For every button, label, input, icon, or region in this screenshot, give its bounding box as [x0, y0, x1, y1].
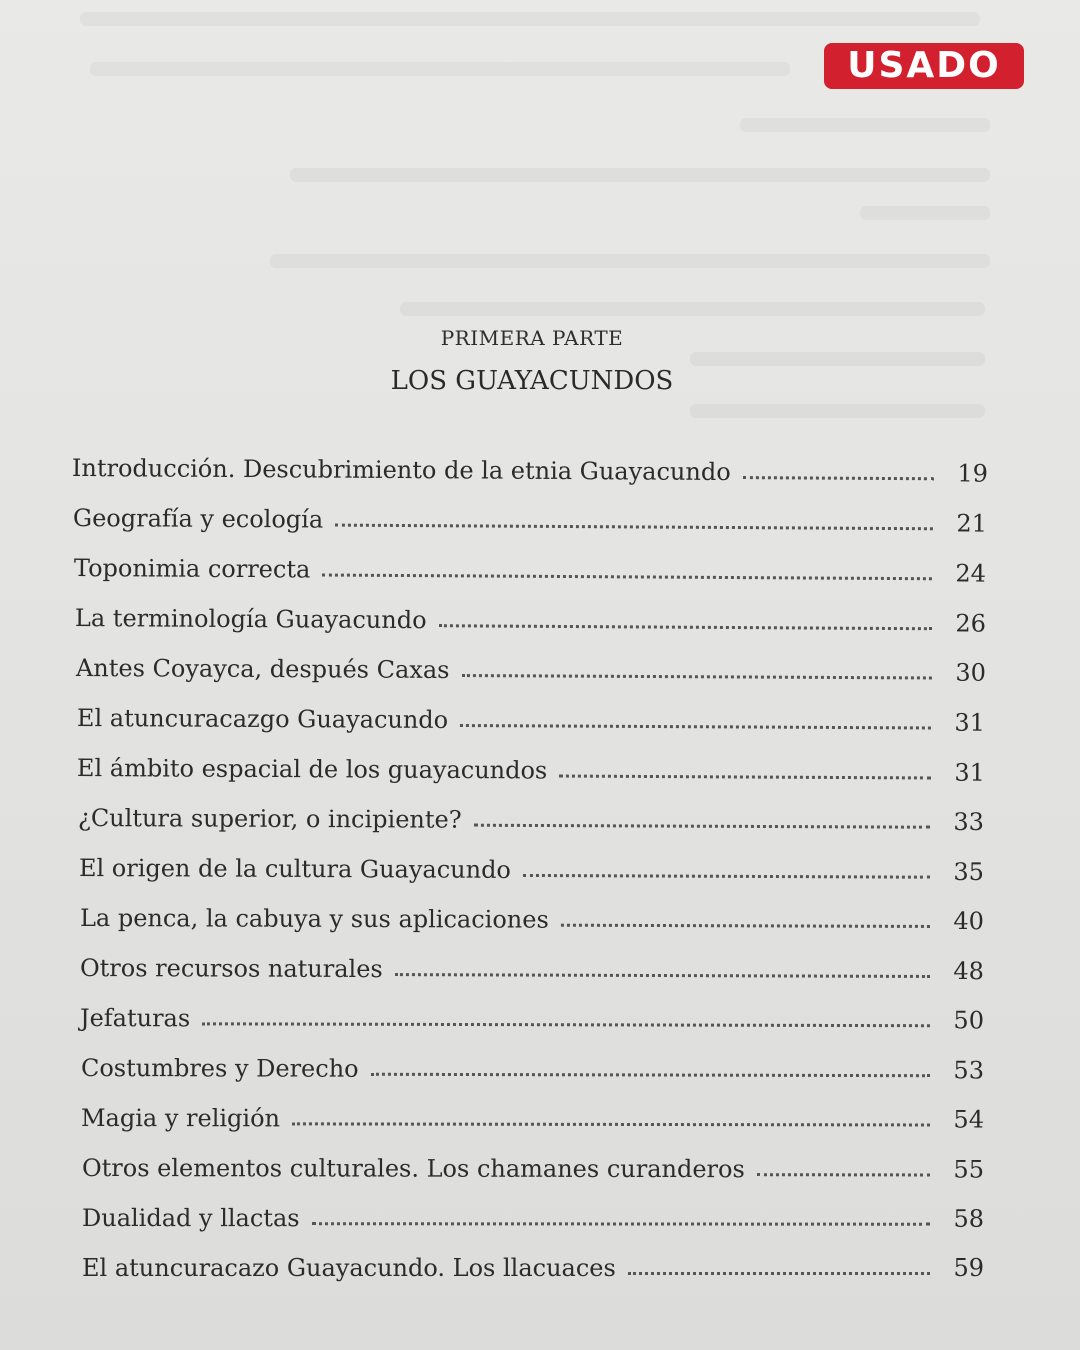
toc-entry-title: El ámbito espacial de los guayacundos — [76, 754, 548, 785]
leader-dots — [561, 924, 930, 928]
leader-dots — [322, 574, 932, 581]
toc-entry-title: Costumbres y Derecho — [80, 1054, 359, 1083]
toc-entry-page: 26 — [955, 609, 987, 638]
toc-entry-page: 54 — [953, 1105, 985, 1134]
toc-entry — [73, 496, 987, 538]
leader-dots — [371, 1073, 930, 1077]
part-label: PRIMERA PARTE — [440, 326, 624, 350]
leader-dots — [312, 1222, 930, 1226]
toc-entry-page: 58 — [953, 1204, 985, 1233]
leader-dots — [523, 874, 930, 879]
toc-entry-title: El origen de la cultura Guayacundo — [78, 854, 511, 884]
toc-entry-title: Toponimia correcta — [73, 554, 311, 584]
toc-entry-title: Dualidad y llactas — [81, 1204, 300, 1233]
toc-entry-page: 53 — [953, 1056, 985, 1085]
toc-entry — [75, 596, 986, 638]
leader-dots — [292, 1122, 930, 1126]
toc-entry-page: 33 — [953, 807, 985, 836]
toc-entry — [77, 746, 985, 787]
used-badge: USADO — [824, 43, 1024, 89]
leader-dots — [474, 824, 930, 829]
toc-entry — [80, 996, 984, 1034]
toc-entry-page: 24 — [955, 559, 987, 588]
toc-entry-title: Otros recursos naturales — [79, 954, 383, 984]
toc-entry-title: La terminología Guayacundo — [74, 604, 427, 635]
toc-entry-title: Introducción. Descubrimiento de la etnia Guayacundo — [71, 454, 731, 487]
toc-entry-page: 59 — [953, 1254, 984, 1282]
toc-entry-title: La penca, la cabuya y sus aplicaciones — [79, 904, 549, 934]
toc-entry — [76, 646, 986, 687]
toc-entry-page: 48 — [953, 957, 985, 986]
toc-entry-title: Otros elementos culturales. Los chamanes curanderos — [81, 1154, 745, 1184]
toc-entry-title: Antes Coyayca, después Caxas — [75, 654, 450, 684]
toc-entry — [82, 1146, 984, 1184]
toc-entry-page: 40 — [953, 907, 985, 936]
toc-entry — [78, 796, 984, 836]
leader-dots — [461, 674, 931, 679]
toc-entry-title: Magia y religión — [80, 1104, 281, 1133]
toc-entry — [82, 1246, 984, 1282]
toc-entry-page: 19 — [957, 459, 989, 488]
toc-entry-title: ¿Cultura superior, o incipiente? — [77, 804, 462, 834]
toc-entry-title: Geografía y ecología — [72, 504, 324, 534]
leader-dots — [628, 1272, 930, 1275]
toc-entry-page: 55 — [953, 1155, 985, 1184]
toc-entry-page: 31 — [954, 758, 986, 787]
toc-entry — [81, 1096, 984, 1134]
toc-entry-page: 35 — [953, 857, 985, 886]
toc-entry — [79, 846, 984, 886]
toc-entry-page: 30 — [955, 658, 987, 687]
toc-entry — [80, 946, 984, 985]
leader-dots — [559, 775, 931, 780]
leader-dots — [395, 973, 930, 978]
leader-dots — [202, 1022, 930, 1027]
leader-dots — [335, 524, 933, 531]
toc-entry-page: 31 — [954, 708, 986, 737]
toc-entry — [72, 446, 988, 488]
part-title: LOS GUAYACUNDOS — [390, 366, 674, 396]
leader-dots — [757, 1173, 930, 1176]
leader-dots — [439, 624, 932, 630]
toc-entry-page: 50 — [953, 1006, 985, 1035]
leader-dots — [460, 724, 931, 729]
toc-entry — [77, 696, 985, 737]
toc-entry — [74, 546, 986, 588]
toc-entry-page: 21 — [956, 509, 988, 538]
toc-entry-title: El atuncuracazo Guayacundo. Los llacuaces — [82, 1254, 616, 1282]
toc-entry — [81, 1046, 984, 1084]
toc-entry — [82, 1196, 984, 1233]
leader-dots — [743, 476, 934, 480]
toc-entry — [80, 896, 984, 935]
toc-entry-title: Jefaturas — [79, 1004, 191, 1033]
toc-entry-title: El atuncuracazgo Guayacundo — [76, 704, 449, 734]
